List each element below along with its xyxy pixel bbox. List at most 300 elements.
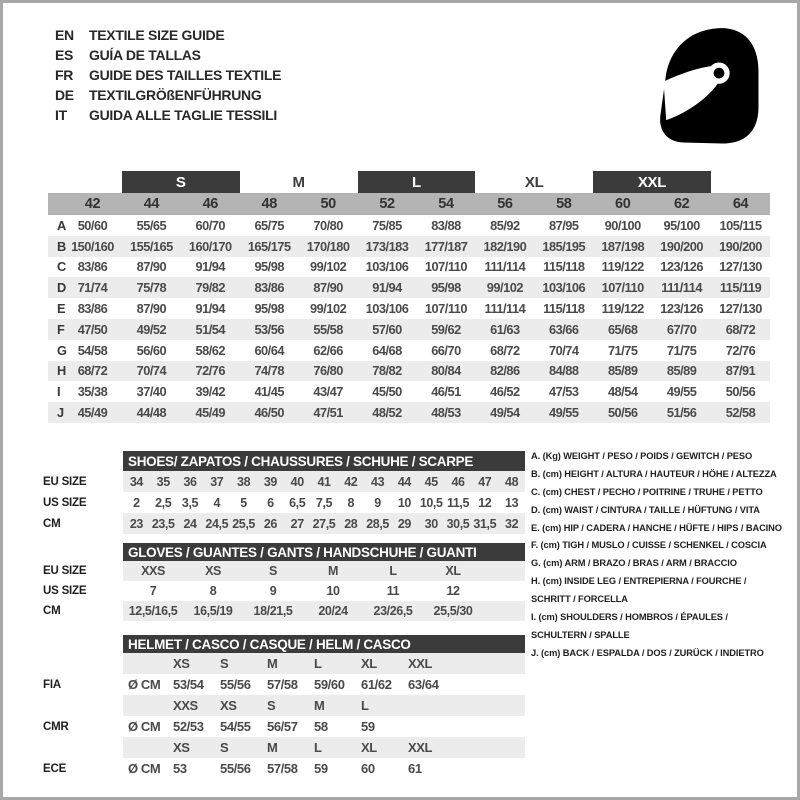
table-cell: 26 [263,516,277,531]
table-cell: 39/42 [195,384,226,400]
table-cell: 160/170 [188,238,232,254]
table-cell: 51/54 [195,321,226,337]
table-cell: 70/74 [136,363,167,379]
table-cell: 84/88 [549,363,579,379]
table-cell: 103/106 [542,280,586,296]
shoes-row-0 [43,471,525,492]
row-letter: B [57,238,67,254]
table-cell: 18/21,5 [253,604,293,618]
table-cell: 70/74 [549,342,579,358]
table-cell: 63/64 [408,677,439,692]
helmet-table-body [43,653,525,779]
table-cell: XL [361,740,377,755]
table-cell: 10,5 [419,495,443,510]
table-cell: M [314,698,325,713]
table-cell: Ø CM [128,719,161,734]
table-cell: 54/55 [220,719,251,734]
shoes-cells-1 [123,492,525,513]
gloves-table-body [43,561,525,621]
table-cell: 65/75 [254,217,284,233]
size-group-l: L [358,171,476,193]
table-cell: 51/56 [666,405,697,421]
table-cell: L [389,564,397,578]
table-cell: 83/86 [254,280,284,296]
table-cell: 99/102 [310,301,347,317]
table-cell: 76/80 [313,363,343,379]
table-cell: 95/98 [431,280,461,296]
table-cell: 48/52 [372,405,402,421]
row-letter: D [57,280,67,296]
table-cell: 123/126 [660,301,703,317]
table-cell: XS [173,740,190,755]
table-cell: 8 [209,584,217,598]
table-cell: 43/47 [313,384,343,400]
row-letter: F [57,321,65,337]
helmet-cells-1 [123,674,525,695]
table-cell: 9 [269,584,277,598]
table-cell: 38 [237,474,251,489]
table-cell: 46/51 [431,384,461,400]
row-letter: G [57,342,67,358]
table-cell: 99/102 [486,280,523,296]
size-number: 44 [143,196,160,212]
textile-row-i [48,381,770,402]
table-cell: 6 [267,495,274,510]
table-cell: 25,5/30 [433,604,473,618]
helmet-row-2 [43,695,525,716]
row-label: CMR [43,720,69,733]
table-cell: 54/58 [77,342,108,358]
table-cell: 83/86 [77,301,108,317]
table-cell: 50/56 [607,405,638,421]
legend-item-line: H. (cm) INSIDE LEG / ENTREPIERNA / FOURCHE / [531,576,747,587]
table-cell: 57/60 [372,321,402,337]
size-number: 64 [732,196,749,212]
table-cell: 11,5 [446,495,470,510]
table-cell: 115/119 [719,280,762,296]
size-group-xl: XL [524,173,544,191]
row-letter: H [57,363,67,379]
table-cell: 74/78 [254,363,284,379]
legend-item-line: F. (cm) TIGH / MUSLO / CUISSE / SCHENKEL / COSCIA [531,540,767,551]
table-cell: 72/76 [195,363,226,379]
table-cell: 190/200 [660,238,703,254]
legend-item-line: I. (cm) SHOULDERS / HOMBROS / ÉPAULES / [531,611,728,622]
shoes-cells-2 [123,513,525,534]
table-cell: 111/114 [484,259,526,275]
helmet-row-5 [43,758,525,779]
size-number: 50 [320,196,336,212]
table-cell: 6,5 [289,495,306,510]
table-cell: 34 [129,474,143,489]
table-cell: 155/165 [129,238,173,254]
table-cell: 50/56 [725,384,756,400]
table-cell: 99/102 [310,259,347,275]
table-cell: 71/75 [666,342,697,358]
textile-row-h [48,361,770,382]
table-cell: 87/91 [725,363,756,379]
table-cell: 37 [210,474,224,489]
table-cell: 91/94 [195,301,226,317]
table-cell: 55/65 [136,217,167,233]
size-number: 46 [202,196,218,212]
table-cell: 85/92 [490,217,520,233]
table-cell: 44/48 [136,405,167,421]
table-cell: 45/49 [195,405,226,421]
table-cell: 127/130 [719,259,762,275]
row-label: US SIZE [43,496,87,509]
helmet-cells-3 [123,716,525,737]
table-cell: 58/62 [195,342,226,358]
table-cell: 50/60 [77,217,108,233]
language-row [55,65,281,85]
table-cell: 85/89 [666,363,697,379]
gloves-cells-2 [123,601,525,621]
table-cell: 72/76 [725,342,756,358]
table-cell: 8 [347,495,355,510]
table-cell: L [361,698,369,713]
textile-row-j [48,402,770,423]
table-cell: 70/80 [313,217,343,233]
table-cell: 10 [397,495,411,510]
table-cell: 57/58 [267,677,298,692]
legend-item-line: A. (Kg) WEIGHT / PESO / POIDS / GEWITCH / PESO [531,450,753,461]
table-cell: 4 [213,495,221,510]
gloves-row-0 [43,561,525,581]
measure-legend [531,447,800,662]
table-cell: 40 [290,474,304,489]
table-cell: 68/72 [725,321,756,337]
textile-row-f [48,319,770,340]
table-cell: Ø CM [128,677,161,692]
gloves-row-1 [43,581,525,601]
table-cell: 32 [505,516,519,531]
table-cell: 87/90 [313,280,343,296]
table-cell: 44 [397,474,411,489]
table-cell: 2 [133,495,140,510]
table-cell: 12,5/16,5 [128,604,178,618]
language-label: TEXTILGRÖßENFÜHRUNG [89,87,262,103]
table-cell: 173/183 [365,238,409,254]
language-row [55,105,281,125]
language-code: IT [55,107,67,123]
table-cell: 127/130 [719,301,762,317]
size-number: 62 [673,196,690,212]
table-cell: 71/75 [607,342,638,358]
size-group-xxl: XXL [593,171,711,193]
legend-item-line: B. (cm) HEIGHT / ALTURA / HAUTEUR / HÖHE / ALTEZZA [531,468,777,479]
table-cell: 91/94 [372,280,402,296]
textile-row-e [48,298,770,319]
table-cell: S [269,564,277,578]
table-cell: 55/58 [313,321,343,337]
table-cell: 187/198 [601,238,645,254]
size-number: 48 [261,196,277,212]
language-row [55,45,281,65]
language-row [55,25,281,45]
table-cell: XXL [408,656,433,671]
table-cell: 185/195 [542,238,586,254]
table-cell: 5 [240,495,247,510]
table-cell: 107/110 [601,280,644,296]
table-cell: 9 [374,495,381,510]
row-label [43,695,123,716]
row-label [43,737,123,758]
shoes-row-2 [43,513,525,534]
language-row [55,85,281,105]
table-cell: 48/54 [607,384,638,400]
table-cell: 12 [446,584,460,598]
table-cell: 47/53 [549,384,579,400]
table-cell: 7 [149,584,157,598]
language-label: GUIDA ALLE TAGLIE TESSILI [89,107,277,123]
table-cell: 42 [344,474,358,489]
table-cell: 79/82 [195,280,226,296]
table-cell: XS [173,656,190,671]
shoes-cells-0 [123,471,525,492]
table-cell: L [314,656,322,671]
table-cell: 37/40 [136,384,167,400]
table-cell: 55/56 [220,761,251,776]
table-cell: 165/175 [247,238,291,254]
textile-row-a [48,215,770,236]
table-cell: 48 [505,474,519,489]
gloves-section-title: GLOVES / GUANTES / GANTS / HANDSCHUHE / GUANTI [123,543,525,561]
legend-item-line: C. (cm) CHEST / PECHO / POITRINE / TRUHE / PETTO [531,486,763,497]
table-cell: 3,5 [181,495,199,510]
table-cell: XS [220,698,237,713]
table-cell: 115/118 [543,259,585,275]
table-cell: 58 [314,719,328,734]
textile-row-g [48,340,770,361]
table-cell: S [220,656,229,671]
row-label: US SIZE [43,585,87,597]
table-cell: 59/60 [314,677,345,692]
language-code: FR [55,67,74,83]
language-code: ES [55,47,74,63]
table-cell: 28,5 [366,516,389,531]
row-label: EU SIZE [43,475,87,488]
row-letter: A [57,217,67,233]
legend-item-line: J. (cm) BACK / ESPALDA / DOS / ZURÜCK / INDIETRO [531,647,764,658]
row-letter: C [57,259,67,275]
size-number: 54 [438,196,454,212]
legend-item-line: E. (cm) HIP / CADERA / HANCHE / HÜFTE / HIPS / BACINO [531,522,782,533]
table-cell: 59 [314,761,328,776]
textile-size-table [48,171,770,423]
size-number: 56 [497,196,513,212]
table-cell: S [267,698,276,713]
shoes-section [43,451,525,534]
table-cell: 59 [361,719,375,734]
table-cell: 35 [156,474,170,489]
table-cell: 123/126 [660,259,703,275]
table-cell: 35/38 [77,384,108,400]
helmet-cells-4 [123,737,525,758]
table-cell: L [314,740,322,755]
gloves-cells-1 [123,581,525,601]
row-letter: E [57,301,66,317]
table-cell: 36 [183,474,197,489]
table-cell: 52/58 [725,405,756,421]
textile-table-body [48,215,770,423]
language-label: GUIDE DES TAILLES TEXTILE [89,67,282,83]
table-cell: 68/72 [490,342,520,358]
table-cell: M [267,740,278,755]
table-cell: XL [445,564,461,578]
table-cell: 23/26,5 [373,604,413,618]
helmet-section-title: HELMET / CASCO / CASQUE / HELM / CASCO [123,635,525,653]
table-cell: 25,5 [232,516,255,531]
size-number: 60 [615,196,631,212]
table-cell: 75/85 [372,217,402,233]
shoes-table-body [43,471,525,534]
table-cell: 30 [424,516,438,531]
table-cell: 29 [397,516,411,531]
helmet-cells-0 [123,653,525,674]
table-cell: M [327,564,338,578]
table-cell: 103/106 [365,301,409,317]
table-cell: 53/56 [254,321,284,337]
helmet-icon [655,27,767,147]
table-cell: 46/52 [490,384,520,400]
table-cell: 2,5 [155,495,172,510]
table-cell: 45/49 [77,405,108,421]
shoes-row-1 [43,492,525,513]
table-cell: 182/190 [483,238,527,254]
table-cell: 24,5 [205,516,229,531]
table-cell: 91/94 [195,259,226,275]
table-cell: 47/50 [77,321,108,337]
table-cell: 24 [183,516,197,531]
table-cell: 63/66 [549,321,579,337]
table-cell: 71/74 [77,280,108,296]
helmet-row-1 [43,674,525,695]
table-cell: 66/70 [431,342,461,358]
table-cell: 61/63 [490,321,520,337]
table-cell: 177/187 [424,238,468,254]
language-label: TEXTILE SIZE GUIDE [89,27,225,43]
table-cell: 11 [386,584,400,598]
table-cell: 64/68 [372,342,402,358]
legend-item-line: D. (cm) WAIST / CINTURA / TAILLE / HÜFTUNG / VITA [531,504,760,515]
table-cell: 49/55 [666,384,697,400]
table-cell: 83/86 [77,259,108,275]
textile-row-d [48,277,770,298]
table-cell: 111/114 [661,280,702,296]
table-cell: 83/88 [431,217,461,233]
table-cell: 45/50 [372,384,402,400]
table-cell: 78/82 [372,363,402,379]
table-cell: 10 [326,584,340,598]
table-cell: 12 [478,495,492,510]
table-cell: 65/68 [607,321,638,337]
table-cell: 103/106 [365,259,409,275]
table-cell: 105/115 [719,217,762,233]
table-cell: 31,5 [473,516,497,531]
table-cell: 111/114 [484,301,526,317]
table-cell: 46 [451,474,465,489]
table-cell: 75/78 [136,280,167,296]
row-letter: J [57,405,65,421]
table-cell: 59/62 [431,321,461,337]
row-label [43,653,123,674]
table-cell: 23,5 [151,516,175,531]
table-cell: XXL [408,740,433,755]
table-cell: 46/50 [254,405,284,421]
table-cell: 47/51 [313,405,343,421]
table-cell: 53/54 [173,677,204,692]
table-cell: 13 [505,495,519,510]
table-cell: 56/60 [136,342,167,358]
table-cell: 39 [263,474,277,489]
table-cell: 115/118 [543,301,585,317]
table-cell: 57/58 [267,761,298,776]
table-cell: 95/98 [254,259,284,275]
table-cell: 48/53 [431,405,461,421]
table-cell: 170/180 [306,238,350,254]
table-cell: 87/95 [549,217,579,233]
legend-item-line: G. (cm) ARM / BRAZO / BRAS / ARM / BRACCIO [531,558,737,569]
gloves-section [43,543,525,621]
table-cell: 47 [478,474,492,489]
table-cell: 190/200 [719,238,762,254]
table-cell: 60 [361,761,375,776]
table-cell: 16,5/19 [193,604,233,618]
size-number: 52 [379,196,395,212]
size-number: 42 [84,196,101,212]
gloves-cells-0 [123,561,525,581]
row-label: EU SIZE [43,565,87,577]
gloves-row-2 [43,601,525,621]
table-cell: 61 [408,761,422,776]
table-cell: 119/122 [601,259,644,275]
table-cell: 56/57 [267,719,298,734]
helmet-row-3 [43,716,525,737]
table-cell: 80/84 [431,363,461,379]
table-cell: 119/122 [601,301,644,317]
table-cell: XXS [173,698,198,713]
table-cell: 61/62 [361,677,392,692]
textile-row-b [48,236,770,257]
row-label: FIA [43,678,61,691]
table-cell: 49/55 [549,405,579,421]
table-cell: 150/160 [71,238,114,254]
helmet-section [43,635,525,779]
language-code: DE [55,87,74,103]
language-list [55,25,281,125]
size-number: 58 [556,196,572,212]
table-cell: 45 [424,474,438,489]
row-label: ECE [43,762,67,775]
table-cell: 95/100 [663,217,700,233]
row-label: CM [43,605,61,617]
table-cell: 53 [173,761,187,776]
helmet-row-4 [43,737,525,758]
table-cell: XS [205,564,221,578]
table-cell: M [267,656,278,671]
table-cell: 62/66 [313,342,343,358]
table-cell: 49/52 [136,321,167,337]
table-cell: 41 [317,474,331,489]
table-cell: XXS [141,564,165,578]
language-code: EN [55,27,74,43]
table-cell: 67/70 [666,321,697,337]
size-group-s: S [122,171,240,193]
legend-item-line: SCHRITT / FORCELLA [531,594,628,605]
table-cell: 41/45 [254,384,284,400]
table-cell: 20/24 [318,604,348,618]
